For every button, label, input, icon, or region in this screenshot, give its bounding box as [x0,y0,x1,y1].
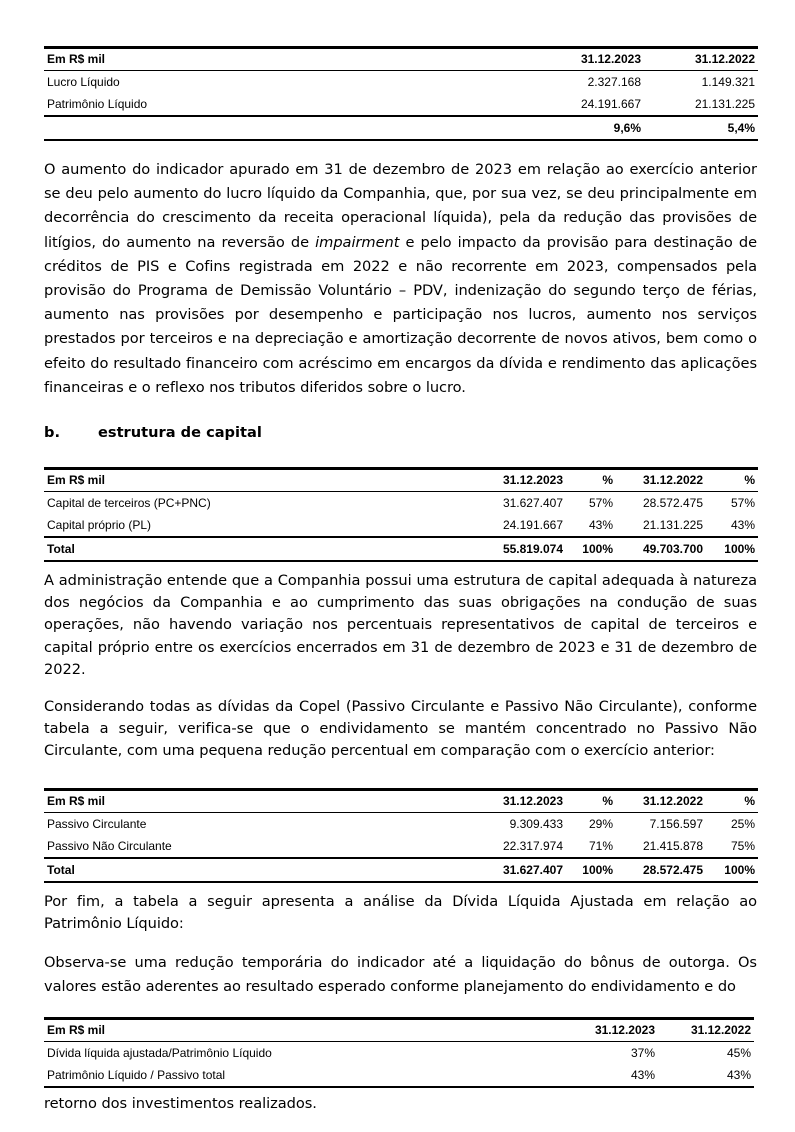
table-cell: 25% [730,817,755,831]
row-label: Patrimônio Líquido [47,97,148,111]
row-label: Lucro Líquido [47,75,120,89]
table-cell: 31.627.407 [502,496,563,510]
section-letter: b. [44,424,60,441]
table-header-cell: Em R$ mil [47,52,106,66]
table-cell: 24.191.667 [502,518,563,532]
table-cell: 100% [724,542,755,556]
table-cell: 43% [730,518,755,532]
table-row [44,93,758,116]
table-header-cell: Em R$ mil [47,473,106,487]
table-cell: 37% [630,1046,655,1060]
paragraph-closing: retorno dos investimentos realizados. [44,1095,317,1112]
paragraph-net-debt-intro: Por fim, a tabela a seguir apresenta a análise da Dívida Líquida Ajustada em relação ao Patrimônio Líquido: [44,893,757,933]
table-row [44,835,758,858]
table-cell: 21.415.878 [642,839,703,853]
row-label: Capital próprio (PL) [47,518,152,532]
table-total-row [44,537,758,561]
table-cell: 49.703.700 [642,542,703,556]
table-row [44,1042,754,1065]
table-cell: 43% [588,518,613,532]
table-cell: 100% [582,863,613,877]
roe-table [44,46,758,141]
table-cell: 31.627.407 [502,863,563,877]
table-header-cell: % [602,473,613,487]
table-cell: 9.309.433 [509,817,563,831]
table-cell: 100% [724,863,755,877]
table-result-row [44,116,758,140]
table-cell: 21.131.225 [642,518,703,532]
row-label: Total [47,542,75,556]
row-label [44,116,534,140]
row-label: Total [47,863,75,877]
table-row [44,813,758,836]
net-debt-table [44,1017,754,1088]
table-header-cell: 31.12.2023 [580,52,641,66]
section-title: estrutura de capital [98,424,262,441]
table-header-cell: 31.12.2022 [642,794,703,808]
table-header-cell: % [602,794,613,808]
table-total-row [44,858,758,882]
table-header-cell: 31.12.2023 [502,473,563,487]
paragraph-italic-term: impairment [315,233,400,251]
liabilities-table [44,788,758,883]
paragraph-debt-intro: Considerando todas as dívidas da Copel (Passivo Circulante e Passivo Não Circulante), conforme tabela a seguir, verifica-se que o endividamento se mantém concentrado no Passivo Não Circulante, com uma pequena redução percentual em comparação com o exercício anterior: [44,698,757,760]
row-label: Passivo Não Circulante [47,839,172,853]
row-label: Dívida líquida ajustada/Patrimônio Líquido [47,1046,272,1060]
table-header-cell: 31.12.2022 [642,473,703,487]
table-header-cell: Em R$ mil [47,794,106,808]
table-header-cell: % [744,473,755,487]
paragraph-capital-structure: A administração entende que a Companhia possui uma estrutura de capital adequada à natureza dos negócios da Companhia e ao cumprimento das suas obrigações na condução de suas operações, não havendo variação nos percentuais representativos de capital de terceiros e capital próprio entre os exercícios encerrados em 31 de dezembro de 2023 e 31 de dezembro de 2022. [44,572,757,678]
paragraph-text: e pelo impacto da provisão para destinação de créditos de PIS e Cofins registrada em 2022 e não recorrente em 2023, compensados pela provisão do Programa de Demissão Voluntário – PDV, indenização do segundo terço de férias, aumento nas provisões por desempenho e participação nos lucros, aumento nos serviços prestados por terceiros e na depreciação e amortização decorrente de novos ativos, bem como o efeito do resultado financeiro com acréscimo em encargos da dívida e rendimento das aplicações financeiras e o reflexo nos tributos diferidos sobre o lucro. [44,233,758,396]
table-cell: 57% [730,496,755,510]
section-heading [44,424,262,441]
table-header-cell: % [744,794,755,808]
capital-structure-table [44,467,758,562]
table-cell: 1.149.321 [701,75,755,89]
table-header-cell: 31.12.2023 [502,794,563,808]
table-cell: 45% [726,1046,751,1060]
table-header-row [44,1019,754,1042]
table-row [44,71,758,94]
table-header-row [44,790,758,813]
table-row [44,1064,754,1087]
table-header-cell: 31.12.2022 [690,1023,751,1037]
table-header-row [44,48,758,71]
table-cell: 22.317.974 [502,839,563,853]
table-cell: 57% [588,496,613,510]
table-cell: 55.819.074 [502,542,563,556]
table-header-cell: 31.12.2022 [694,52,755,66]
paragraph-roe-analysis [44,158,757,400]
table-cell: 43% [726,1068,751,1082]
table-header-row [44,469,758,492]
table-cell: 24.191.667 [580,97,641,111]
table-cell: 2.327.168 [587,75,641,89]
row-label: Capital de terceiros (PC+PNC) [47,496,211,510]
table-cell: 43% [630,1068,655,1082]
table-header-cell: Em R$ mil [47,1023,106,1037]
table-row [44,492,758,515]
table-cell: 75% [730,839,755,853]
table-header-cell: 31.12.2023 [594,1023,655,1037]
table-cell: 71% [588,839,613,853]
row-label: Patrimônio Líquido / Passivo total [47,1068,226,1082]
table-cell: 7.156.597 [649,817,703,831]
row-label: Passivo Circulante [47,817,147,831]
paragraph-text: O aumento do indicador apurado em 31 de dezembro de 2023 em relação ao exercício anterior se deu pelo aumento do lucro líquido da Companhia, que, por sua vez, se deu principalmente em decorrência do crescimento da receita operacional líquida), pela da redução das provisões de litígios, do aumento na reversão de [44,161,757,251]
table-cell: 28.572.475 [642,863,703,877]
table-cell: 9,6% [613,121,641,135]
table-cell: 29% [588,817,613,831]
table-cell: 21.131.225 [694,97,755,111]
paragraph-indicator-note: Observa-se uma redução temporária do indicador até a liquidação do bônus de outorga. Os valores estão aderentes ao resultado esperado conforme planejamento do endividamento e do [44,954,757,996]
table-row [44,514,758,537]
table-cell: 100% [582,542,613,556]
table-cell: 28.572.475 [642,496,703,510]
table-cell: 5,4% [727,121,755,135]
